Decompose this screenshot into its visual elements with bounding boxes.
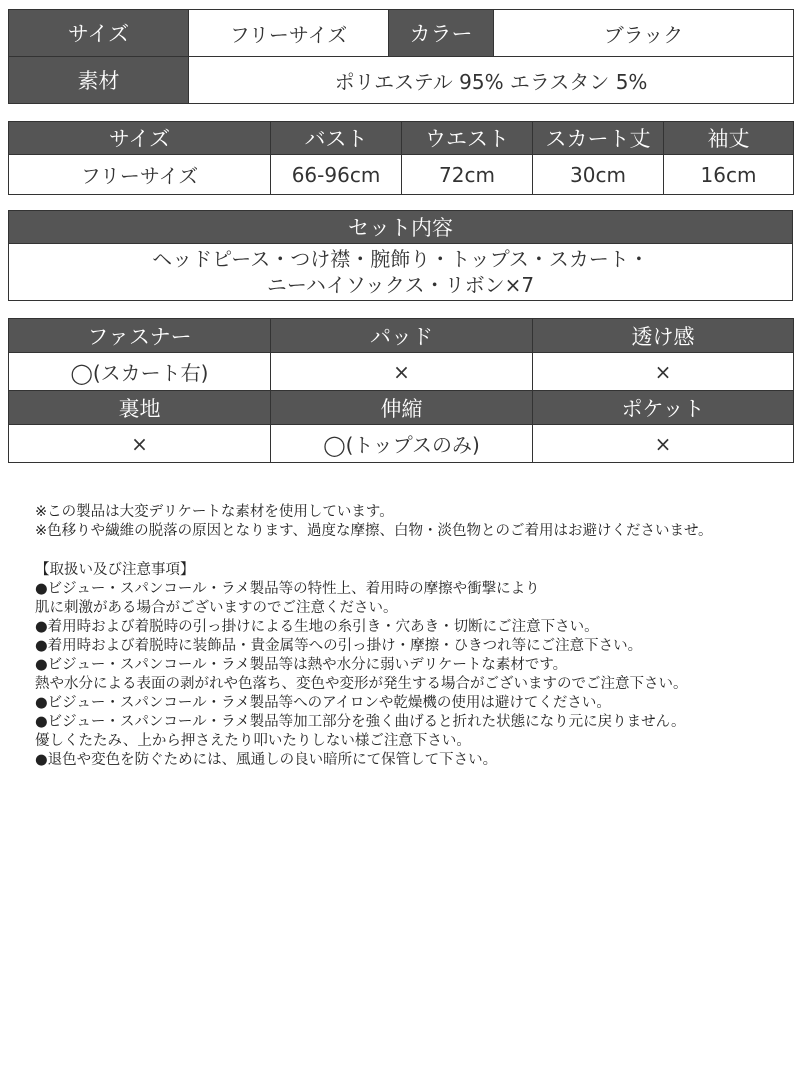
set-contents-label: セット内容 <box>9 211 793 244</box>
note-line: ※色移りや繊維の脱落の原因となります、過度な摩擦、白物・淡色物とのご着用はお避けくださいませ。 <box>35 523 713 539</box>
stretch-header: 伸縮 <box>271 391 533 425</box>
material-value: ポリエステル 95% エラスタン 5% <box>189 57 794 104</box>
set-contents-line-2: ニーハイソックス・リボン×7 <box>266 273 535 297</box>
care-line: ●ビジュー・スパンコール・ラメ製品等は熱や水分に弱いデリケートな素材です。 <box>35 657 568 673</box>
color-value: ブラック <box>494 10 794 57</box>
pocket-header: ポケット <box>533 391 794 425</box>
care-line: ●ビジュー・スパンコール・ラメ製品等へのアイロンや乾燥機の使用は避けてください。 <box>35 695 611 711</box>
size-cell: フリーサイズ <box>9 155 271 195</box>
care-line: ●ビジュー・スパンコール・ラメ製品等加工部分を強く曲げると折れた状態になり元に戻りません。 <box>35 714 686 730</box>
lining-header: 裏地 <box>9 391 271 425</box>
material-label: 素材 <box>9 57 189 104</box>
sleeve-length-header: 袖丈 <box>664 122 794 155</box>
size-table <box>8 121 794 195</box>
care-line: 優しくたたみ、上から押さえたり叩いたりしない様ご注意下さい。 <box>35 733 471 749</box>
skirt-length-cell: 30cm <box>533 155 664 195</box>
pad-cell: × <box>271 353 533 391</box>
delicate-material-notes <box>35 503 795 541</box>
stretch-cell: ◯(トップスのみ) <box>271 425 533 463</box>
zipper-header: ファスナー <box>9 319 271 353</box>
care-line: ●ビジュー・スパンコール・ラメ製品等の特性上、着用時の摩擦や衝撃により <box>35 581 540 597</box>
sheerness-cell: × <box>533 353 794 391</box>
note-line: ※この製品は大変デリケートな素材を使用しています。 <box>35 504 394 520</box>
care-instructions <box>35 561 795 770</box>
lining-cell: × <box>9 425 271 463</box>
bust-header: バスト <box>271 122 402 155</box>
waist-cell: 72cm <box>402 155 533 195</box>
size-header: サイズ <box>9 122 271 155</box>
skirt-length-header: スカート丈 <box>533 122 664 155</box>
care-line: 肌に刺激がある場合がございますのでご注意ください。 <box>35 600 398 616</box>
color-label: カラー <box>389 10 494 57</box>
pocket-cell: × <box>533 425 794 463</box>
features-table <box>8 318 794 463</box>
care-line: ●退色や変色を防ぐためには、風通しの良い暗所にて保管して下さい。 <box>35 752 498 768</box>
spec-table <box>8 9 794 104</box>
set-contents-value <box>9 244 793 301</box>
size-value: フリーサイズ <box>189 10 389 57</box>
sleeve-length-cell: 16cm <box>664 155 794 195</box>
care-line: ●着用時および着脱時の引っ掛けによる生地の糸引き・穴あき・切断にご注意下さい。 <box>35 619 599 635</box>
care-line: 熱や水分による表面の剥がれや色落ち、変色や変形が発生する場合がございますのでご注意下さい。 <box>35 676 688 692</box>
set-contents-table <box>8 210 793 301</box>
set-contents-line-1: ヘッドピース・つけ襟・腕飾り・トップス・スカート・ <box>152 247 649 271</box>
bust-cell: 66-96cm <box>271 155 402 195</box>
waist-header: ウエスト <box>402 122 533 155</box>
sheerness-header: 透け感 <box>533 319 794 353</box>
care-line: ●着用時および着脱時に装飾品・貴金属等への引っ掛け・摩擦・ひきつれ等にご注意下さい。 <box>35 638 643 654</box>
size-label: サイズ <box>9 10 189 57</box>
zipper-cell: ◯(スカート右) <box>9 353 271 391</box>
pad-header: パッド <box>271 319 533 353</box>
care-title: 【取扱い及び注意事項】 <box>35 562 195 578</box>
